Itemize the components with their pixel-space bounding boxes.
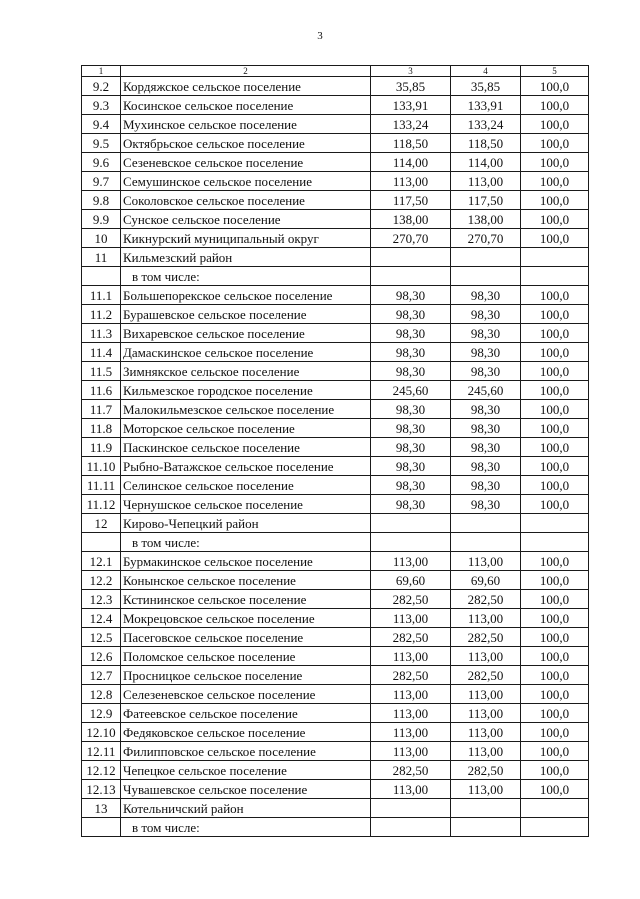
- row-name-cell: Мокрецовское сельское поселение: [121, 609, 371, 628]
- row-col3-cell: 113,00: [371, 704, 451, 723]
- table-row: [82, 818, 589, 837]
- row-name-cell: Малокильмезское сельское поселение: [121, 400, 371, 419]
- table-row: [82, 343, 589, 362]
- row-col5-cell: [521, 267, 589, 286]
- row-number-cell: 9.8: [82, 191, 121, 210]
- row-number-cell: 11.2: [82, 305, 121, 324]
- row-col5-cell: 100,0: [521, 153, 589, 172]
- row-col4-cell: 133,91: [451, 96, 521, 115]
- row-col5-cell: 100,0: [521, 742, 589, 761]
- row-name-cell: Сезеневское сельское поселение: [121, 153, 371, 172]
- row-col4-cell: 113,00: [451, 685, 521, 704]
- row-number-cell: [82, 818, 121, 837]
- row-name-cell: Просницкое сельское поселение: [121, 666, 371, 685]
- table-row: [82, 571, 589, 590]
- row-col5-cell: 100,0: [521, 381, 589, 400]
- table-row: [82, 799, 589, 818]
- row-col3-cell: 98,30: [371, 286, 451, 305]
- row-col4-cell: [451, 818, 521, 837]
- row-number-cell: 12.7: [82, 666, 121, 685]
- row-name-cell: Кстининское сельское поселение: [121, 590, 371, 609]
- row-name-cell: Поломское сельское поселение: [121, 647, 371, 666]
- row-number-cell: 11.10: [82, 457, 121, 476]
- table-row: [82, 210, 589, 229]
- row-col5-cell: [521, 533, 589, 552]
- row-number-cell: 12.8: [82, 685, 121, 704]
- row-col5-cell: [521, 799, 589, 818]
- row-name-cell: Федяковское сельское поселение: [121, 723, 371, 742]
- table-row: [82, 305, 589, 324]
- row-name-cell: в том числе:: [121, 818, 371, 837]
- table-row: [82, 438, 589, 457]
- row-number-cell: 12.2: [82, 571, 121, 590]
- row-number-cell: 12.12: [82, 761, 121, 780]
- row-number-cell: 12: [82, 514, 121, 533]
- row-col3-cell: 98,30: [371, 400, 451, 419]
- row-name-cell: Косинское сельское поселение: [121, 96, 371, 115]
- row-name-cell: Кильмезский район: [121, 248, 371, 267]
- row-col5-cell: 100,0: [521, 115, 589, 134]
- table-row: [82, 666, 589, 685]
- row-col3-cell: 118,50: [371, 134, 451, 153]
- row-col4-cell: 118,50: [451, 134, 521, 153]
- row-name-cell: Филипповское сельское поселение: [121, 742, 371, 761]
- row-name-cell: Вихаревское сельское поселение: [121, 324, 371, 343]
- row-name-cell: Дамаскинское сельское поселение: [121, 343, 371, 362]
- row-name-cell: Зимнякское сельское поселение: [121, 362, 371, 381]
- row-col5-cell: [521, 248, 589, 267]
- table-row: [82, 628, 589, 647]
- row-number-cell: 9.6: [82, 153, 121, 172]
- table-row: [82, 647, 589, 666]
- row-col4-cell: 113,00: [451, 552, 521, 571]
- row-col3-cell: [371, 799, 451, 818]
- row-name-cell: Конынское сельское поселение: [121, 571, 371, 590]
- row-col5-cell: 100,0: [521, 552, 589, 571]
- table-row: [82, 96, 589, 115]
- row-name-cell: Моторское сельское поселение: [121, 419, 371, 438]
- column-header-4: 4: [451, 66, 521, 77]
- row-col5-cell: 100,0: [521, 590, 589, 609]
- row-col4-cell: 98,30: [451, 419, 521, 438]
- row-name-cell: Селинское сельское поселение: [121, 476, 371, 495]
- row-col4-cell: 113,00: [451, 780, 521, 799]
- row-number-cell: 9.2: [82, 77, 121, 96]
- table-row: [82, 381, 589, 400]
- row-col3-cell: 35,85: [371, 77, 451, 96]
- table-body: [82, 66, 589, 837]
- row-col4-cell: 133,24: [451, 115, 521, 134]
- row-col5-cell: [521, 514, 589, 533]
- row-col5-cell: 100,0: [521, 628, 589, 647]
- row-name-cell: Кирово-Чепецкий район: [121, 514, 371, 533]
- row-col5-cell: 100,0: [521, 761, 589, 780]
- row-col3-cell: 113,00: [371, 172, 451, 191]
- row-name-cell: Рыбно-Ватажское сельское поселение: [121, 457, 371, 476]
- row-col3-cell: 113,00: [371, 742, 451, 761]
- row-col3-cell: 282,50: [371, 590, 451, 609]
- row-number-cell: 11.8: [82, 419, 121, 438]
- row-number-cell: 11.4: [82, 343, 121, 362]
- table-row: [82, 115, 589, 134]
- row-col4-cell: 245,60: [451, 381, 521, 400]
- row-col5-cell: [521, 818, 589, 837]
- row-col3-cell: 113,00: [371, 609, 451, 628]
- row-number-cell: 12.9: [82, 704, 121, 723]
- table-header-row: [82, 66, 589, 77]
- row-col4-cell: 282,50: [451, 590, 521, 609]
- row-number-cell: 11.7: [82, 400, 121, 419]
- column-header-name: 2: [121, 66, 371, 77]
- table-row: [82, 172, 589, 191]
- row-col5-cell: 100,0: [521, 134, 589, 153]
- row-col3-cell: 98,30: [371, 419, 451, 438]
- page-number: 3: [317, 30, 323, 42]
- row-col4-cell: 113,00: [451, 172, 521, 191]
- row-number-cell: 12.5: [82, 628, 121, 647]
- table-row: [82, 362, 589, 381]
- row-col4-cell: 113,00: [451, 647, 521, 666]
- row-col4-cell: 98,30: [451, 495, 521, 514]
- row-col4-cell: 270,70: [451, 229, 521, 248]
- row-col5-cell: 100,0: [521, 77, 589, 96]
- table-row: [82, 761, 589, 780]
- row-col5-cell: 100,0: [521, 438, 589, 457]
- row-name-cell: Большепорекское сельское поселение: [121, 286, 371, 305]
- table-row: [82, 704, 589, 723]
- row-number-cell: 9.9: [82, 210, 121, 229]
- row-col4-cell: 98,30: [451, 457, 521, 476]
- row-col5-cell: 100,0: [521, 495, 589, 514]
- row-col5-cell: 100,0: [521, 647, 589, 666]
- row-number-cell: 10: [82, 229, 121, 248]
- row-col4-cell: 98,30: [451, 476, 521, 495]
- row-number-cell: 12.3: [82, 590, 121, 609]
- row-col3-cell: 113,00: [371, 647, 451, 666]
- row-name-cell: Бурашевское сельское поселение: [121, 305, 371, 324]
- row-number-cell: 11.6: [82, 381, 121, 400]
- row-name-cell: Котельничский район: [121, 799, 371, 818]
- row-col3-cell: 113,00: [371, 685, 451, 704]
- row-col4-cell: 69,60: [451, 571, 521, 590]
- row-col3-cell: 69,60: [371, 571, 451, 590]
- row-col5-cell: 100,0: [521, 305, 589, 324]
- row-number-cell: 11.11: [82, 476, 121, 495]
- row-col5-cell: 100,0: [521, 191, 589, 210]
- row-col5-cell: 100,0: [521, 571, 589, 590]
- row-col5-cell: 100,0: [521, 704, 589, 723]
- row-col3-cell: 98,30: [371, 438, 451, 457]
- row-col3-cell: [371, 267, 451, 286]
- row-col3-cell: 98,30: [371, 495, 451, 514]
- row-col3-cell: [371, 514, 451, 533]
- row-col5-cell: 100,0: [521, 780, 589, 799]
- row-col5-cell: 100,0: [521, 419, 589, 438]
- row-col4-cell: 282,50: [451, 761, 521, 780]
- row-col4-cell: 98,30: [451, 305, 521, 324]
- table-row: [82, 286, 589, 305]
- row-number-cell: 13: [82, 799, 121, 818]
- row-number-cell: 9.5: [82, 134, 121, 153]
- row-col5-cell: 100,0: [521, 609, 589, 628]
- row-col3-cell: 270,70: [371, 229, 451, 248]
- row-name-cell: Бурмакинское сельское поселение: [121, 552, 371, 571]
- row-col5-cell: 100,0: [521, 666, 589, 685]
- row-col4-cell: [451, 533, 521, 552]
- table-row: [82, 495, 589, 514]
- budget-table: [81, 65, 589, 837]
- table-row: [82, 134, 589, 153]
- row-number-cell: 11.3: [82, 324, 121, 343]
- row-number-cell: 11.1: [82, 286, 121, 305]
- table-row: [82, 685, 589, 704]
- row-col3-cell: [371, 818, 451, 837]
- row-col4-cell: [451, 514, 521, 533]
- row-name-cell: Семушинское сельское поселение: [121, 172, 371, 191]
- row-col5-cell: 100,0: [521, 172, 589, 191]
- row-col5-cell: 100,0: [521, 210, 589, 229]
- row-name-cell: Сунское сельское поселение: [121, 210, 371, 229]
- table-row: [82, 780, 589, 799]
- row-col3-cell: 98,30: [371, 362, 451, 381]
- row-col4-cell: 138,00: [451, 210, 521, 229]
- row-name-cell: Кикнурский муниципальный округ: [121, 229, 371, 248]
- row-name-cell: Пасеговское сельское поселение: [121, 628, 371, 647]
- row-col4-cell: 113,00: [451, 704, 521, 723]
- table-row: [82, 723, 589, 742]
- row-number-cell: 9.3: [82, 96, 121, 115]
- row-col4-cell: [451, 267, 521, 286]
- table-row: [82, 552, 589, 571]
- row-name-cell: Паскинское сельское поселение: [121, 438, 371, 457]
- row-number-cell: 9.7: [82, 172, 121, 191]
- row-col3-cell: 98,30: [371, 324, 451, 343]
- row-name-cell: Октябрьское сельское поселение: [121, 134, 371, 153]
- row-col5-cell: 100,0: [521, 96, 589, 115]
- table-row: [82, 153, 589, 172]
- row-col5-cell: 100,0: [521, 400, 589, 419]
- table-row: [82, 324, 589, 343]
- row-number-cell: 12.4: [82, 609, 121, 628]
- row-number-cell: 12.6: [82, 647, 121, 666]
- row-name-cell: в том числе:: [121, 533, 371, 552]
- table-row: [82, 248, 589, 267]
- row-name-cell: Селезеневское сельское поселение: [121, 685, 371, 704]
- row-col3-cell: 113,00: [371, 552, 451, 571]
- row-col3-cell: 117,50: [371, 191, 451, 210]
- row-col3-cell: 133,91: [371, 96, 451, 115]
- table-row: [82, 400, 589, 419]
- table-row: [82, 191, 589, 210]
- row-number-cell: 12.11: [82, 742, 121, 761]
- row-col4-cell: 98,30: [451, 362, 521, 381]
- row-name-cell: Мухинское сельское поселение: [121, 115, 371, 134]
- row-number-cell: 9.4: [82, 115, 121, 134]
- column-header-number: 1: [82, 66, 121, 77]
- row-col4-cell: 113,00: [451, 742, 521, 761]
- table-row: [82, 476, 589, 495]
- row-col3-cell: 98,30: [371, 457, 451, 476]
- row-number-cell: 11.5: [82, 362, 121, 381]
- row-col4-cell: 113,00: [451, 609, 521, 628]
- row-col4-cell: 98,30: [451, 438, 521, 457]
- row-number-cell: [82, 533, 121, 552]
- row-col5-cell: 100,0: [521, 723, 589, 742]
- table-row: [82, 742, 589, 761]
- table-row: [82, 533, 589, 552]
- row-number-cell: 11: [82, 248, 121, 267]
- row-name-cell: в том числе:: [121, 267, 371, 286]
- table-row: [82, 609, 589, 628]
- row-col5-cell: 100,0: [521, 685, 589, 704]
- row-col4-cell: 98,30: [451, 400, 521, 419]
- row-name-cell: Чувашевское сельское поселение: [121, 780, 371, 799]
- row-name-cell: Фатеевское сельское поселение: [121, 704, 371, 723]
- row-col3-cell: 114,00: [371, 153, 451, 172]
- table-row: [82, 267, 589, 286]
- row-name-cell: Соколовское сельское поселение: [121, 191, 371, 210]
- row-col4-cell: 114,00: [451, 153, 521, 172]
- table-row: [82, 590, 589, 609]
- row-col5-cell: 100,0: [521, 286, 589, 305]
- column-header-3: 3: [371, 66, 451, 77]
- row-name-cell: Чепецкое сельское поселение: [121, 761, 371, 780]
- row-col5-cell: 100,0: [521, 362, 589, 381]
- row-number-cell: 12.13: [82, 780, 121, 799]
- row-col4-cell: [451, 799, 521, 818]
- row-number-cell: [82, 267, 121, 286]
- row-col3-cell: 133,24: [371, 115, 451, 134]
- row-col5-cell: 100,0: [521, 343, 589, 362]
- row-col3-cell: 98,30: [371, 305, 451, 324]
- row-col4-cell: [451, 248, 521, 267]
- row-col3-cell: [371, 533, 451, 552]
- row-col4-cell: 113,00: [451, 723, 521, 742]
- row-col5-cell: 100,0: [521, 229, 589, 248]
- row-name-cell: Чернушское сельское поселение: [121, 495, 371, 514]
- row-number-cell: 12.1: [82, 552, 121, 571]
- row-col5-cell: 100,0: [521, 457, 589, 476]
- row-col3-cell: 113,00: [371, 723, 451, 742]
- table-row: [82, 457, 589, 476]
- row-name-cell: Кильмезское городское поселение: [121, 381, 371, 400]
- row-name-cell: Кордяжское сельское поселение: [121, 77, 371, 96]
- row-col3-cell: 98,30: [371, 343, 451, 362]
- row-col3-cell: 98,30: [371, 476, 451, 495]
- row-col4-cell: 98,30: [451, 324, 521, 343]
- row-col3-cell: 245,60: [371, 381, 451, 400]
- row-col3-cell: 282,50: [371, 628, 451, 647]
- row-col4-cell: 98,30: [451, 286, 521, 305]
- table-row: [82, 419, 589, 438]
- row-col3-cell: 282,50: [371, 666, 451, 685]
- row-col4-cell: 282,50: [451, 666, 521, 685]
- row-col4-cell: 282,50: [451, 628, 521, 647]
- column-header-5: 5: [521, 66, 589, 77]
- row-col3-cell: [371, 248, 451, 267]
- row-col4-cell: 117,50: [451, 191, 521, 210]
- table-row: [82, 229, 589, 248]
- row-number-cell: 12.10: [82, 723, 121, 742]
- row-col3-cell: 282,50: [371, 761, 451, 780]
- row-col4-cell: 98,30: [451, 343, 521, 362]
- row-number-cell: 11.12: [82, 495, 121, 514]
- table-row: [82, 77, 589, 96]
- row-col3-cell: 138,00: [371, 210, 451, 229]
- row-col5-cell: 100,0: [521, 324, 589, 343]
- table-row: [82, 514, 589, 533]
- row-col5-cell: 100,0: [521, 476, 589, 495]
- row-number-cell: 11.9: [82, 438, 121, 457]
- row-col4-cell: 35,85: [451, 77, 521, 96]
- row-col3-cell: 113,00: [371, 780, 451, 799]
